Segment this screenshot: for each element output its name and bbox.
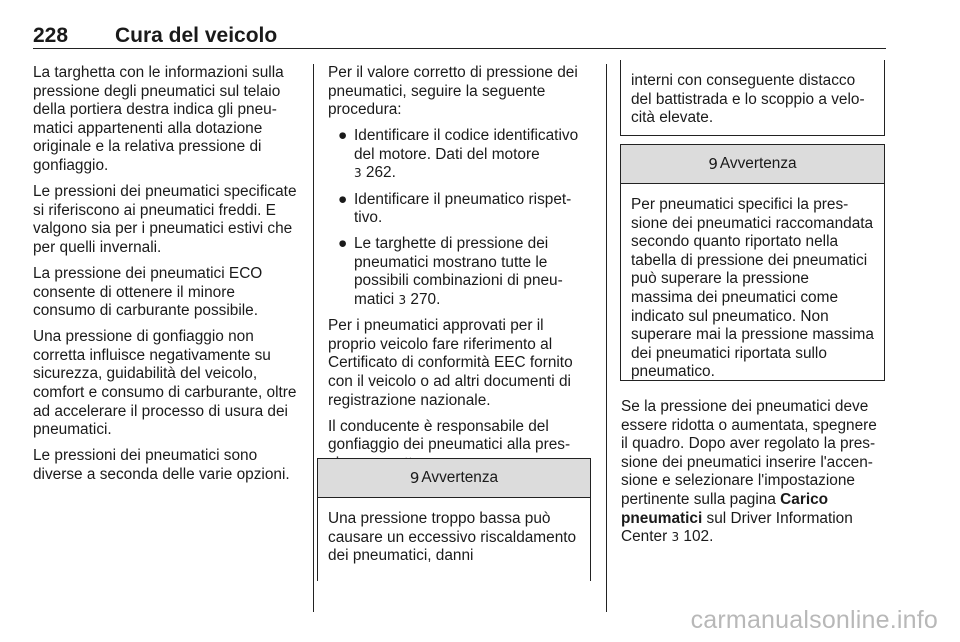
bullet-icon: ● bbox=[338, 127, 348, 145]
page-number: 228 bbox=[33, 24, 69, 47]
page-ref[interactable]: 262. bbox=[365, 164, 396, 182]
warning-header bbox=[621, 145, 884, 184]
procedure-intro: Per il valore corretto di pressione dei pneumatici, seguire la seguente procedura: bbox=[328, 64, 578, 119]
procedure-list bbox=[328, 127, 594, 309]
page-header bbox=[33, 10, 886, 49]
warning-icon: 9 bbox=[409, 469, 420, 487]
column-divider bbox=[606, 64, 607, 612]
list-item: ● Identificare il pneumatico rispettivo. bbox=[338, 190, 572, 227]
warning-text: Una pressione troppo bassa può causare un eccessivo riscaldamento dei pneumatici, danni bbox=[328, 510, 577, 565]
page-ref[interactable]: 270. bbox=[410, 291, 441, 309]
page-ref-icon: 3 bbox=[354, 166, 362, 181]
paragraph: Il conducente è responsabile del gonfiaggio dei pneumatici alla pres bbox=[328, 417, 571, 454]
warning-box bbox=[620, 144, 885, 381]
column-1 bbox=[33, 64, 301, 492]
warning-icon: 9 bbox=[708, 155, 718, 173]
warning-text: Per pneumatici specifici la pressione dei pneumatici raccomandata secondo quanto riportato nella tabella di pressione dei pneumatici può superare la pressione massima dei pneumatici come indicato sul pneumatico. Non superare mai la pressione massima dei pneumatici riportata sullo pneumatico. bbox=[631, 196, 874, 381]
paragraph: Le pressioni dei pneumatici specificate si riferiscono ai pneumatici freddi. E valgono sia per i pneumatici estivi che per quelli invernali. bbox=[33, 183, 297, 256]
column-divider bbox=[313, 64, 314, 612]
setting-name: Carico pneumatici bbox=[621, 490, 829, 527]
warning-text: interni con conseguente distacco del battistrada e lo scoppio a velocità elevate. bbox=[631, 72, 865, 127]
column-3-paragraph: Se la pressione dei pneumatici deve essere ridotta o aumentata, spegnere il quadro. Dopo aver regolato la pressione dei pneumatici inserire l'accensione e selezionare l'impostazione pertinente sulla pagina Carico pneumatici sul Driver Information Center 3 102. bbox=[621, 398, 877, 546]
paragraph: La pressione dei pneumatici ECO consente di ottenere il minore consumo di carburante possibile. bbox=[33, 264, 263, 320]
page-ref[interactable]: 102. bbox=[683, 528, 714, 546]
warning-box-continuation bbox=[620, 60, 885, 136]
section-title: Cura del veicolo bbox=[115, 24, 278, 47]
list-item: ● Identificare il codice identificativo del motore. Dati del motore 3 262. bbox=[338, 127, 579, 182]
bullet-icon: ● bbox=[338, 235, 348, 253]
bullet-icon: ● bbox=[338, 190, 348, 208]
warning-box bbox=[317, 458, 591, 581]
page-ref-icon: 3 bbox=[398, 293, 407, 308]
paragraph: Le pressioni dei pneumatici sono diverse a seconda delle varie opzioni. bbox=[33, 447, 290, 483]
column-2 bbox=[328, 64, 594, 481]
page-ref-icon: 3 bbox=[671, 530, 680, 545]
paragraph: Per i pneumatici approvati per il proprio veicolo fare riferimento al Certificato di conformità EEC fornito con il veicolo o ad altri documenti di registrazione nazionale. bbox=[328, 317, 573, 409]
list-item: ● Le targhette di pressione dei pneumatici mostrano tutte le possibili combinazioni di pneumatici 3 270. bbox=[338, 235, 563, 309]
warning-title: Avvertenza bbox=[421, 469, 499, 486]
warning-title: Avvertenza bbox=[719, 155, 797, 172]
watermark: carmanualsonline.info bbox=[690, 606, 938, 634]
warning-header bbox=[318, 459, 590, 498]
paragraph: Una pressione di gonfiaggio non corretta influisce negativamente su sicurezza, guidabilità del veicolo, comfort e consumo di carburante, oltre ad accelerare il processo di usura dei pneumatici. bbox=[33, 328, 297, 439]
paragraph: La targhetta con le informazioni sulla pressione degli pneumatici sul telaio della portiera destra indica gli pneumatici appartenenti alla dotazione originale e la relativa pressione di gonfiaggio. bbox=[33, 64, 284, 174]
